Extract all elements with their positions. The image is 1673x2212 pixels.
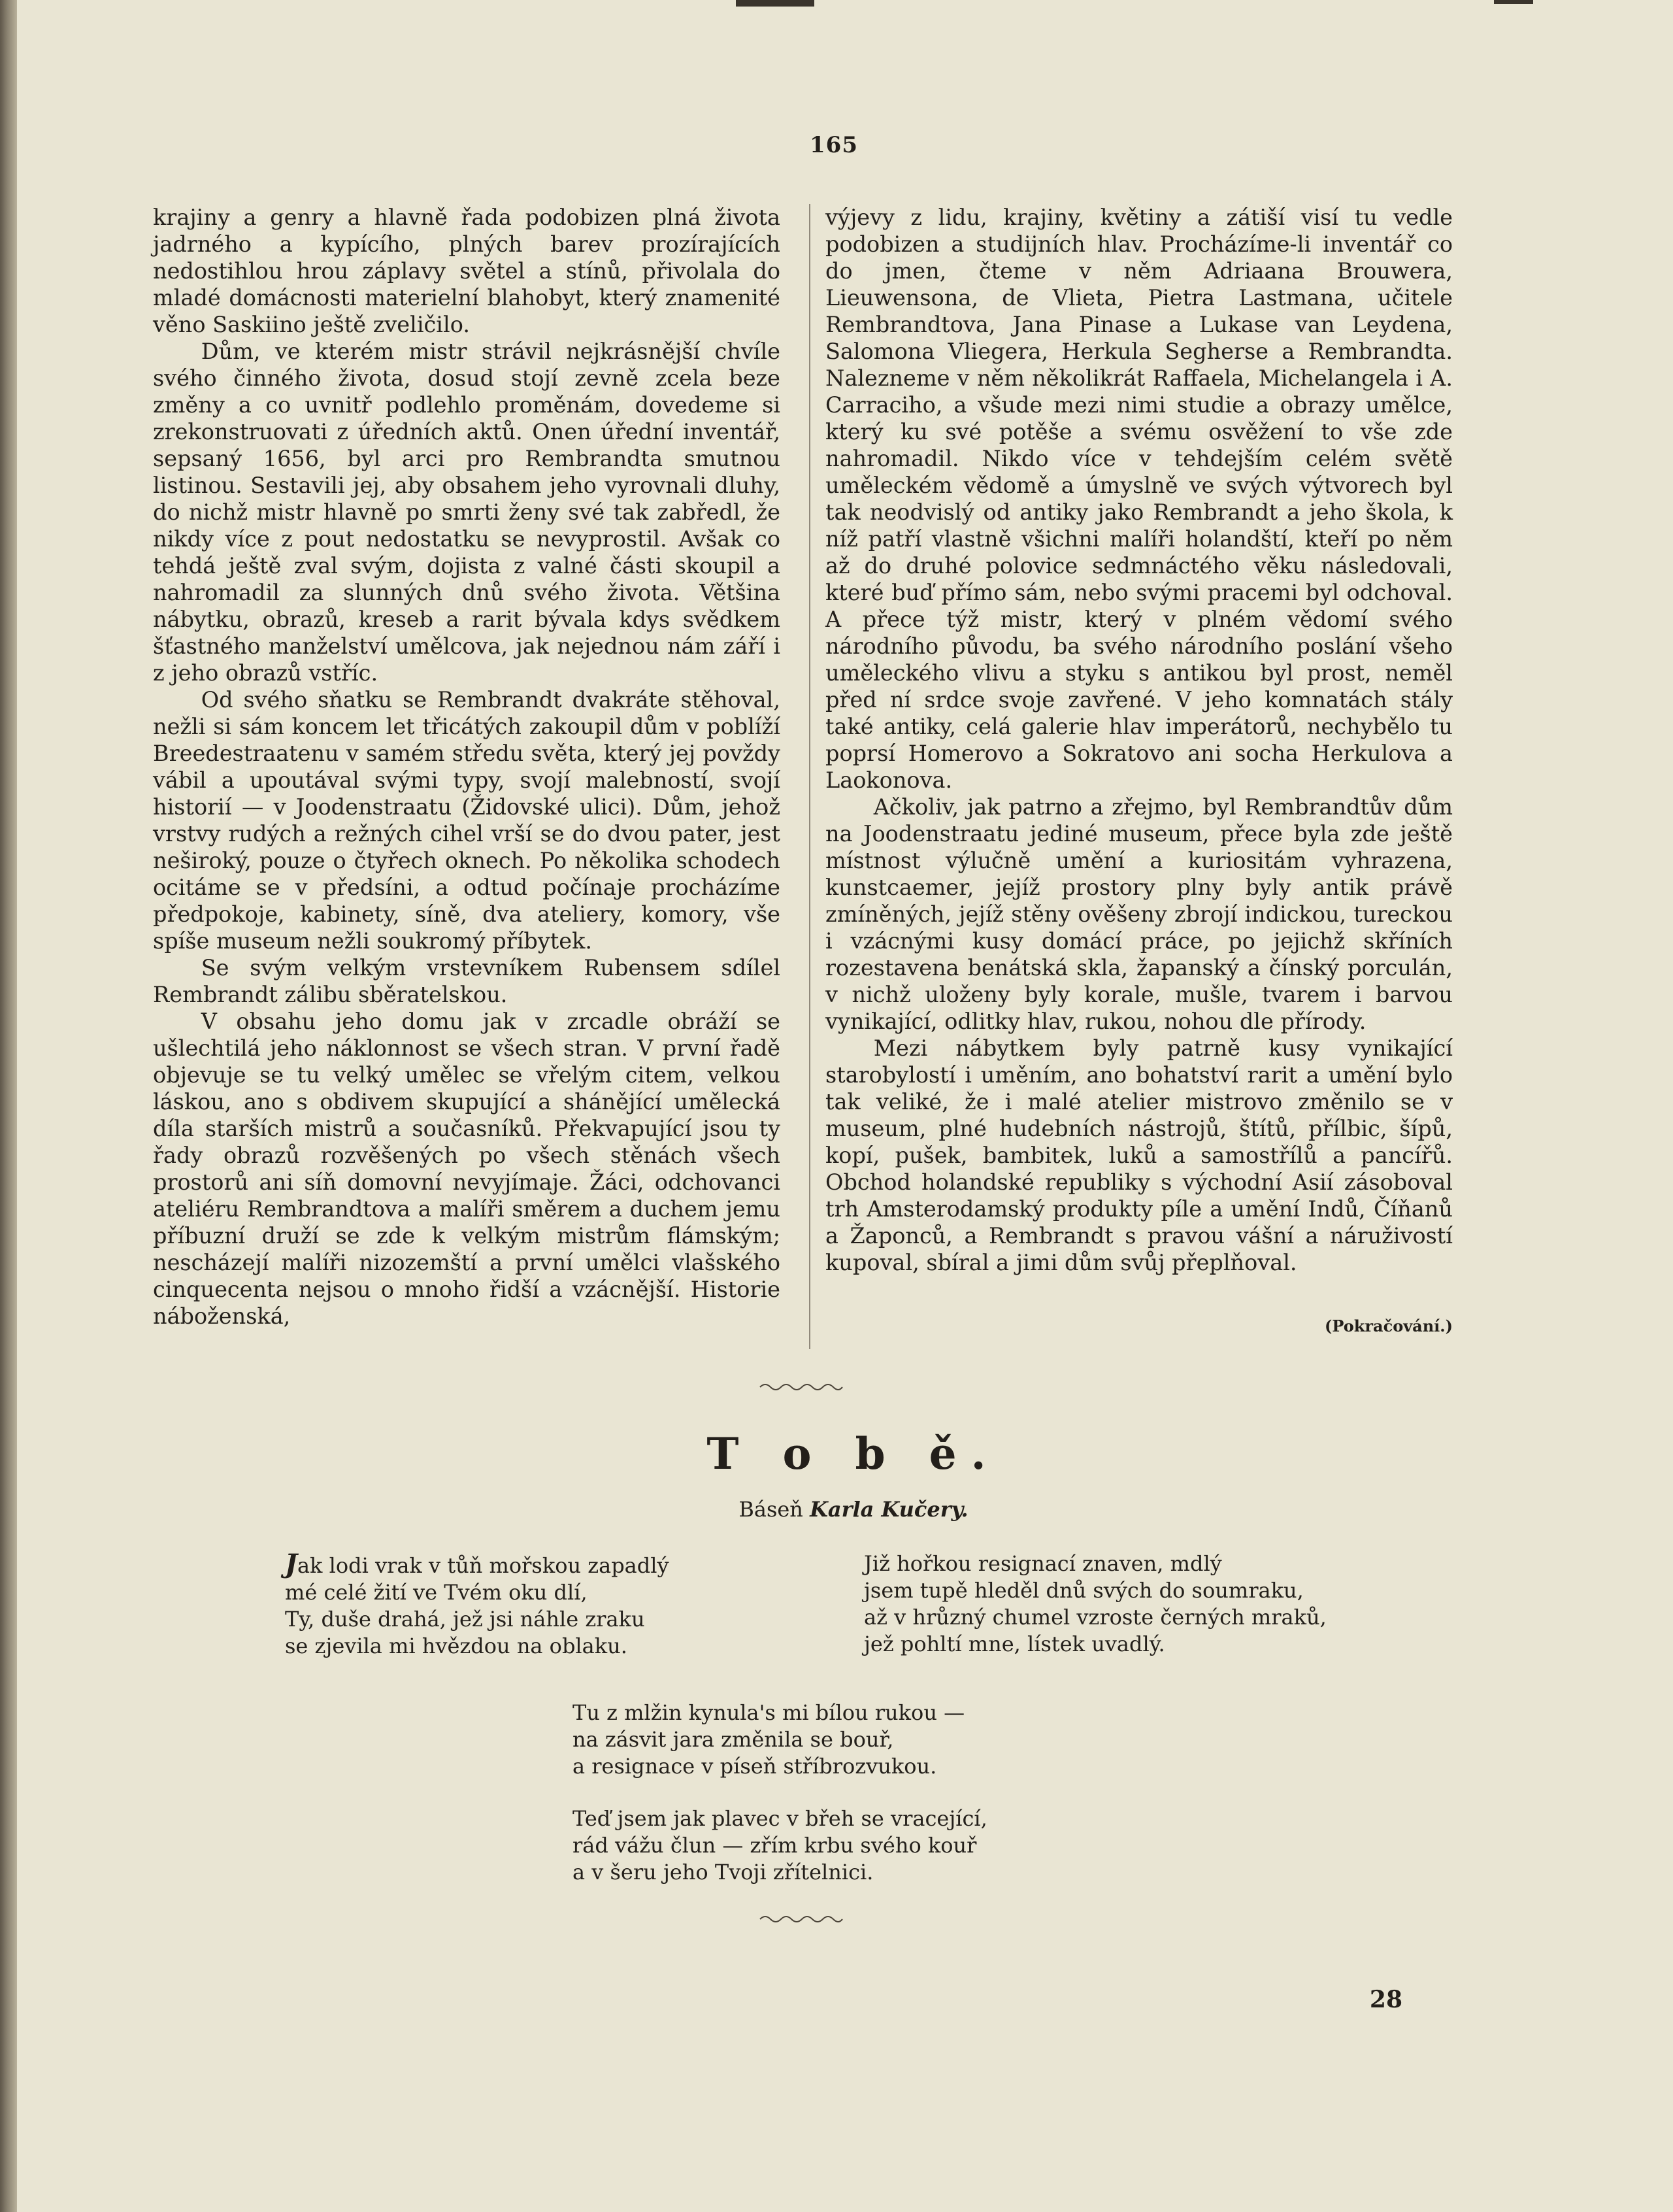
paragraph: Dům, ve kterém mistr strávil nejkrásnější chvíle svého činného života, dosud stojí zevně zcela beze změny a co uvnitř podlehlo proměnám, dovedeme si zrekonstruovati z úředních aktů. Onen úřední inventář, sepsaný 1656, byl arci pro Rembrandta smutnou listinou. Sestavili jej, aby obsahem jeho vyrovnali dluhy, do nichž mistr hlavně po smrti ženy své tak zabředl, že nikdy více z pout nedostatku se nevyprostil. Avšak co tehdá ještě zval svým, dojista z valné části skoupil a nahromadil za slunných dnů svého života. Většina nábytku, obrazů, kreseb a rarit bývala kdys svědkem šťastného manželství umělcova, jak nejednou nám září i z jeho obrazů vstříc.: [153, 339, 780, 686]
poem-line: [285, 1550, 669, 1579]
stanza-4: [572, 1805, 987, 1886]
paragraph: Mezi nábytkem byly patrně kusy vynikající starobylostí i uměním, ano bohatství rarit a umění bylo tak veliké, že i malé atelier mistrovo změnilo se v museum, plné hudebních nástrojů, štítů, přílbic, šípů, kopí, pušek, bambitek, luků a samostřílů a pancířů. Obchod holandské republiky s východní Asií zásoboval trh Amsterodamský produkty píle a umění Indů, Číňanů a Žaponců, a Rembrandt s pravou vášní a náruživostí kupoval, sbíral a jimi dům svůj přeplňoval.: [825, 1035, 1453, 1275]
poem-line: až v hrůzný chumel vzroste černých mraků,: [864, 1605, 1327, 1630]
ornament-divider: [759, 1381, 844, 1394]
column-divider: [809, 204, 810, 1349]
poem-title: T o b ě.: [706, 1428, 1001, 1479]
left-column: [153, 204, 780, 1330]
poem-line: jsem tupě hleděl dnů svých do soumraku,: [864, 1578, 1304, 1603]
poem-byline: [605, 1497, 1102, 1522]
page: [17, 0, 1673, 2212]
stanza-1: [285, 1550, 669, 1660]
top-edge-mark: [736, 0, 814, 7]
byline-prefix: Báseň: [738, 1497, 803, 1522]
poem-line: Ty, duše drahá, jež jsi náhle zraku: [285, 1607, 645, 1632]
top-edge-mark: [1494, 0, 1533, 4]
poem-line-rest: ak lodi vrak v tůň mořskou zapadlý: [297, 1553, 669, 1578]
stanza-2: [864, 1550, 1327, 1658]
paragraph: krajiny a genry a hlavně řada podobizen plná života jadrného a kypícího, plných barev prozírajících nedostihlou hrou záplavy světel a stínů, přivolala do mladé domácnosti materielní blahobyt, který znamenité věno Saskiino ještě zveličilo.: [153, 205, 780, 337]
drop-cap: J: [285, 1549, 297, 1579]
paragraph: výjevy z lidu, krajiny, květiny a zátiší visí tu vedle podobizen a studijních hlav. Procházíme-li inventář co do jmen, čteme v něm Adriaana Brouwera, Lieuwensona, de Vlieta, Pietra Lastmana, učitele Rembrandtova, Jana Pinase a Lukase van Leydena, Salomona Vliegera, Herkula Segherse a Rembrandta. Nalezneme v něm několikrát Raffaela, Michelangela i A. Carraciho, a všude mezi nimi studie a obrazy umělce, který ku své potěše a svému osvěžení to vše zde nahromadil. Nikdo více v tehdejším celém světě uměleckém vědomě a úmyslně ve svých výtvorech byl tak neodvislý od antiky jako Rembrandt a jeho škola, k níž patří vlastně všichni malíři holandští, kteří po něm až do druhé polovice sedmnáctého věku následovali, které buď přímo sám, nebo svými pracemi byl odchoval. A přece týž mistr, který v plném vědomí svého národního původu, ba svého národního poslání všeho uměleckého vlivu a styku s antikou byl prost, neměl před ní srdce svoje zavřené. V jeho komnatách stály také antiky, celá galerie hlav imperátorů, nechybělo tu poprsí Homerovo a Sokratovo ani socha Herkulova a Laokonova.: [825, 205, 1453, 793]
poem-line: Již hořkou resignací znaven, mdlý: [864, 1551, 1222, 1576]
poem-line: mé celé žití ve Tvém oku dlí,: [285, 1580, 588, 1605]
paragraph: Ačkoliv, jak patrno a zřejmo, byl Rembrandtův dům na Joodenstraatu jediné museum, přece byla zde ještě místnost výlučně umění a kuriositám vyhrazena, kunstcaemer, jejíž prostory plny byly antik právě zmíněných, jejíž stěny ověšeny zbrojí indickou, tureckou i vzácnými kusy domácí práce, po jejichž skříních rozestavena benátská skla, žapanský a čínský porculán, v nichž uloženy byly korale, mušle, tvarem i barvou vynikající, odlitky hlav, rukou, nohou dle přírody.: [825, 794, 1453, 1034]
paragraph: Od svého sňatku se Rembrandt dvakráte stěhoval, nežli si sám koncem let třicátých zakoupil dům v poblíží Breedestraatenu v samém středu světa, který jej povždy vábil a upoutával svými typy, svojí malebností, svojí historií — v Joodenstraatu (Židovské ulici). Dům, jehož vrstvy rudých a režných cihel vrší se do dvou pater, jest neširoký, pouze o čtyřech oknech. Po několika schodech ocitáme se v předsíni, a odtud počínaje procházíme předpokoje, kabinety, síně, dva ateliery, komory, vše spíše museum nežli soukromý příbytek.: [153, 687, 780, 954]
ornament-divider: [759, 1913, 844, 1926]
poem-line: se zjevila mi hvězdou na oblaku.: [285, 1634, 627, 1658]
binding-gutter: [0, 0, 17, 2212]
poem-line: a resignace v píseň stříbrozvukou.: [572, 1754, 937, 1779]
poem-line: rád vážu člun — zřím krbu svého kouř: [572, 1833, 977, 1858]
poem-author: Karla Kučery.: [810, 1497, 969, 1522]
poem-line: Teď jsem jak plavec v břeh se vracející,: [572, 1806, 987, 1831]
paragraph: Se svým velkým vrstevníkem Rubensem sdílel Rembrandt zálibu sběratelskou.: [153, 955, 780, 1007]
signature-number: 28: [1369, 1986, 1402, 2013]
page-number: 165: [810, 132, 858, 158]
paragraph: V obsahu jeho domu jak v zrcadle obráží se ušlechtilá jeho náklonnost se všech stran. V první řadě objevuje se tu velký umělec se vřelým citem, velkou láskou, ano s obdivem skupující a shánějící umělecká díla starších mistrů a současníků. Překvapující jsou ty řady obrazů rozvěšených po všech stěnách všech prostorů ani síň domovní nevyjímaje. Žáci, odchovanci ateliéru Rembrandtova a malíři směrem a duchem jemu příbuzní druží se zde k velkým mistrům flámským; nescházejí malíři nizozemští a první umělci vlašského cinquecenta nejsou o mnoho řidší a vzácnější. Historie náboženská,: [153, 1009, 780, 1329]
poem-line: a v šeru jeho Tvoji zřítelnici.: [572, 1860, 874, 1885]
poem-line: jež pohltí mne, lístek uvadlý.: [864, 1632, 1165, 1656]
poem-line: Tu z mlžin kynula's mi bílou rukou —: [572, 1700, 965, 1725]
stanza-3: [572, 1700, 965, 1780]
poem-line: na zásvit jara změnila se bouř,: [572, 1727, 894, 1752]
continued-note: (Pokračování.): [1325, 1316, 1453, 1335]
right-column: [825, 204, 1453, 1276]
